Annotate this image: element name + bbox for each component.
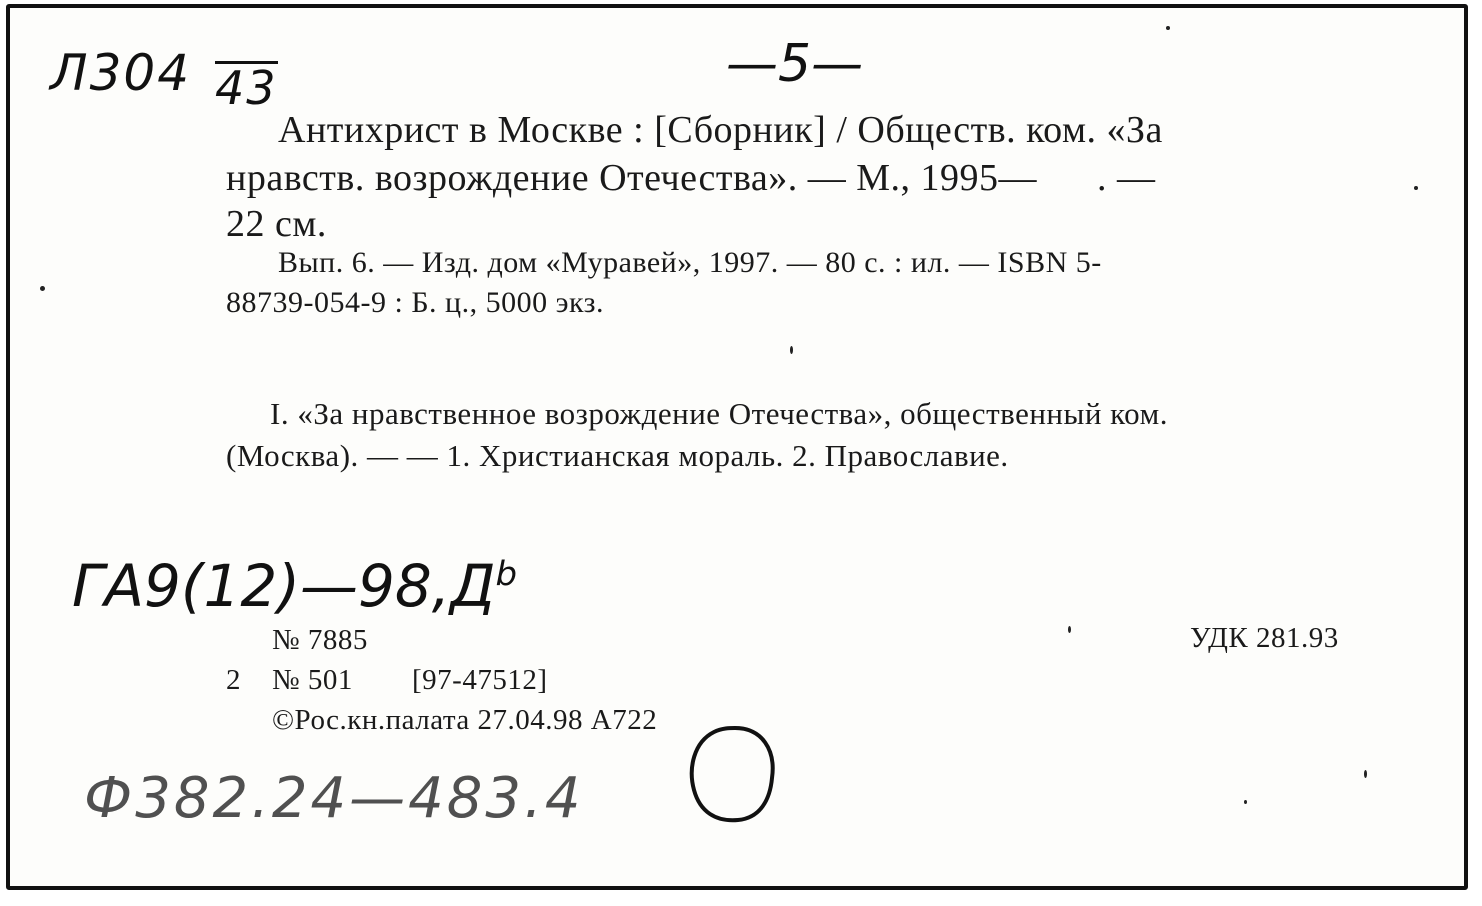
scan-speck <box>1068 626 1071 633</box>
copies: 2 <box>226 664 241 696</box>
scan-speck <box>1244 800 1247 804</box>
subjects-line-1: I. «За нравственное возрождение Отечества», общественный ком. <box>270 396 1168 431</box>
scan-speck <box>40 286 45 291</box>
subjects-line-2: (Москва). — — 1. Христианская мораль. 2. Православие. <box>226 438 1009 473</box>
book-chamber-line: ©Рос.кн.палата 27.04.98 А722 <box>272 704 658 736</box>
scan-speck <box>790 346 793 354</box>
handwritten-code-main: Л304 <box>50 44 192 102</box>
title-line-2: нравств. возрождение Отечества». — М., 1995— . — <box>226 157 1156 199</box>
issue-line-1: Вып. 6. — Изд. дом «Муравей», 1997. — 80 с. : ил. — ISBN 5- <box>278 246 1102 279</box>
shelf-mark-main: ГА9(12)—98,Д <box>72 552 496 620</box>
bracket-number: [97-47512] <box>412 664 548 696</box>
scan-speck <box>1166 26 1170 30</box>
drawn-circle <box>680 720 790 830</box>
scan-speck <box>1414 186 1418 190</box>
issue-line-2: 88739-054-9 : Б. ц., 5000 экз. <box>226 286 605 319</box>
udc: УДК 281.93 <box>1190 622 1339 654</box>
handwritten-code-top <box>50 44 278 115</box>
scan-speck <box>1364 770 1367 778</box>
title-line-1: Антихрист в Москве : [Сборник] / Обществ. ком. «За <box>278 109 1163 151</box>
title-line-3: 22 см. <box>226 203 327 245</box>
shelf-mark-sup: b <box>495 554 518 595</box>
number-1: № 7885 <box>272 624 368 656</box>
handwritten-code-sub: 43 <box>214 61 278 115</box>
handwritten-bottom-code: Ф382.24—483.4 <box>84 766 584 831</box>
handwritten-shelf-mark <box>72 552 517 620</box>
number-2: № 501 <box>272 664 353 696</box>
handwritten-page-mark: —5— <box>726 34 864 94</box>
